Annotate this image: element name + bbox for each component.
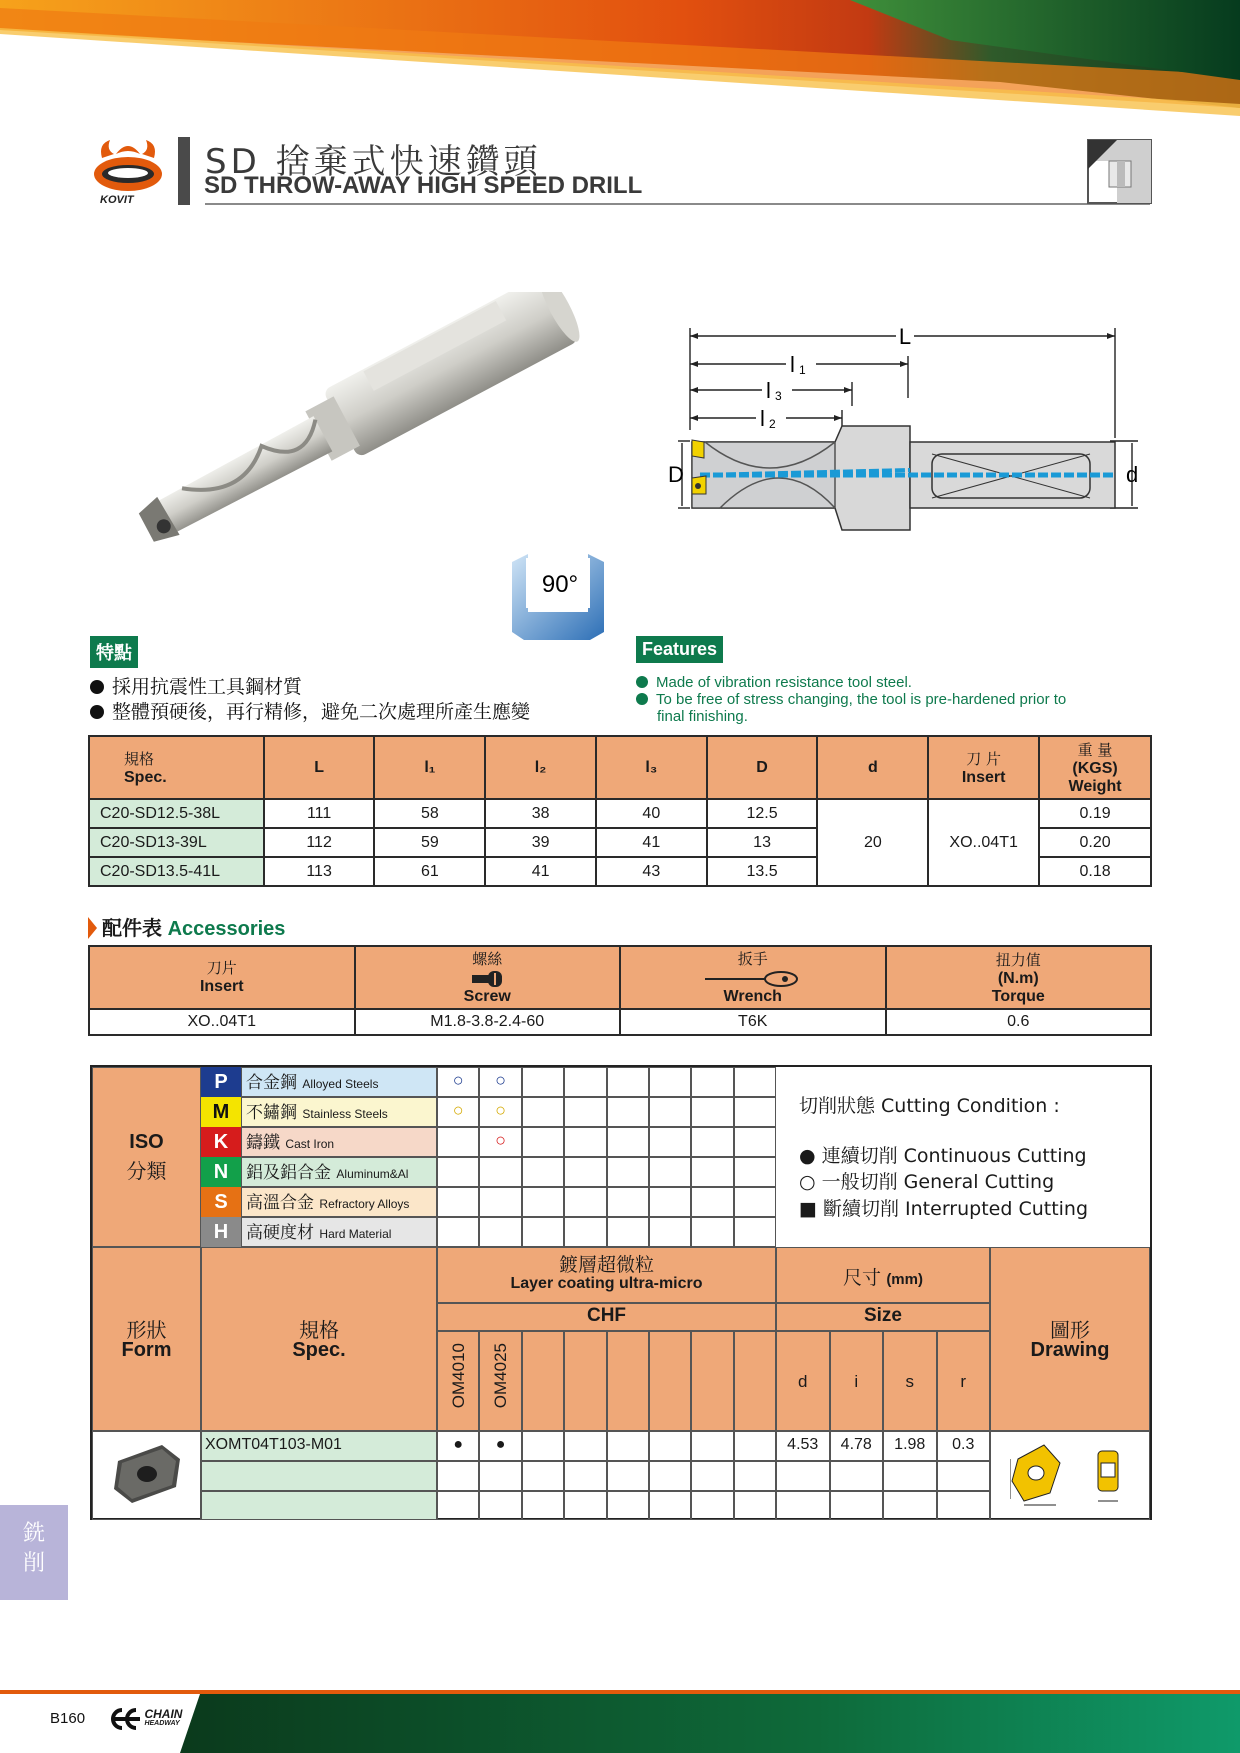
mark-cell — [564, 1127, 606, 1157]
grade-mark-cell — [607, 1431, 649, 1461]
grade-header-cell — [691, 1331, 733, 1431]
size-value-cell — [830, 1461, 884, 1491]
spec-header-zh: 規格 — [299, 1318, 339, 1342]
size-header-label — [776, 1263, 990, 1290]
grade-mark-cell — [691, 1461, 733, 1491]
grade-label: OM4025 — [491, 1343, 511, 1409]
suitability-mark: ○ — [452, 1100, 464, 1120]
diagram-label-l2: l — [760, 406, 765, 431]
iso-letter-p: P — [201, 1067, 241, 1097]
accessories-title-zh: 配件表 — [102, 916, 162, 940]
grade-mark-cell — [522, 1431, 564, 1461]
iso-label-en: ISO — [129, 1131, 164, 1153]
dimension-diagram — [660, 318, 1150, 538]
acc-header-insert: 刀片 Insert — [89, 946, 355, 1009]
mark-cell — [649, 1157, 691, 1187]
grade-header-cell — [564, 1331, 606, 1431]
drawing-header-zh: 圖形 — [1050, 1318, 1090, 1342]
grade-mark-cell — [691, 1491, 733, 1520]
coating-header-en: Layer coating ultra-micro — [510, 1275, 703, 1292]
mark-cell — [607, 1157, 649, 1187]
grade-mark-cell — [649, 1431, 691, 1461]
cell-D: 13 — [707, 828, 818, 857]
page-title-en: SD THROW-AWAY HIGH SPEED DRILL — [204, 172, 643, 199]
iso-material-name — [241, 1187, 437, 1217]
grade-mark-cell — [479, 1461, 521, 1491]
size-value-cell — [776, 1461, 830, 1491]
cell-weight: 0.18 — [1039, 857, 1151, 886]
bullet-dot — [90, 705, 104, 719]
mark-cell — [691, 1157, 733, 1187]
grade-mark: ● — [453, 1436, 464, 1453]
mark-cell — [564, 1097, 606, 1127]
spec-header-l2: l₂ — [485, 736, 596, 799]
mark-cell — [479, 1157, 521, 1187]
condition-general: ○ 一般切削 General Cutting — [799, 1171, 1055, 1193]
cell-d-shared: 20 — [817, 799, 928, 886]
mark-cell — [734, 1157, 776, 1187]
grade-mark: ● — [495, 1436, 506, 1453]
header-bar — [178, 137, 190, 205]
accessories-title — [88, 912, 285, 941]
mark-cell — [607, 1217, 649, 1247]
mark-cell — [522, 1157, 564, 1187]
grade-spec-value: XOMT04T103-M01 — [205, 1436, 342, 1453]
mark-cell — [437, 1187, 479, 1217]
mark-cell — [691, 1187, 733, 1217]
grade-mark-cell — [649, 1491, 691, 1520]
size-value-cell — [937, 1491, 991, 1520]
diagram-label-L: L — [898, 324, 912, 349]
grade-mark-cell — [607, 1461, 649, 1491]
grade-mark-cell — [734, 1491, 776, 1520]
size-value-cell — [937, 1461, 991, 1491]
chain-word: CHAIN — [144, 1707, 183, 1721]
spec-header-weight: 重 量 (KGS) Weight — [1039, 736, 1151, 799]
diagram-label-l3-sub: 3 — [775, 389, 782, 403]
size-header-en: Size — [863, 1305, 903, 1326]
cell-l2: 39 — [485, 828, 596, 857]
spec-header-L: L — [264, 736, 375, 799]
iso-material-name — [241, 1067, 437, 1097]
material-zh: 高溫合金 — [246, 1193, 314, 1213]
cell-L: 111 — [264, 799, 375, 828]
size-col-label: i — [854, 1372, 859, 1391]
grade-mark-cell — [437, 1461, 479, 1491]
diagram-label-l2-sub: 2 — [769, 417, 776, 431]
feature-zh-2-text: 整體預硬後，再行精修，避免二次處理所產生應變 — [112, 701, 531, 723]
size-col-label: s — [905, 1372, 914, 1391]
cell-weight: 0.19 — [1039, 799, 1151, 828]
mark-cell — [437, 1157, 479, 1187]
iso-label-zh: 分類 — [126, 1159, 167, 1183]
iso-material-name — [241, 1157, 437, 1187]
cell-D: 13.5 — [707, 857, 818, 886]
table-row — [89, 799, 1151, 828]
size-value-d: 4.53 — [787, 1436, 819, 1453]
mark-cell — [564, 1157, 606, 1187]
material-en: Alloyed Steels — [302, 1077, 379, 1091]
diagram-label-d: d — [1126, 462, 1139, 487]
material-zh: 鑄鐵 — [246, 1133, 280, 1153]
size-value-s: 1.98 — [894, 1436, 926, 1453]
spec-header-en: Spec. — [292, 1339, 346, 1361]
grade-mark-cell — [564, 1431, 606, 1461]
wrench-icon — [703, 970, 803, 988]
mark-cell — [607, 1067, 649, 1097]
grade-mark-cell — [649, 1461, 691, 1491]
size-col-label: d — [798, 1372, 808, 1391]
material-zh: 鋁及鋁合金 — [246, 1163, 331, 1183]
acc-header-wrench: 扳手 Wrench — [620, 946, 886, 1009]
acc-header-torque: 扭力值 (N.m) Torque — [886, 946, 1151, 1009]
cell-D: 12.5 — [707, 799, 818, 828]
suitability-mark: ○ — [495, 1070, 507, 1090]
grade-header-cell — [734, 1331, 776, 1431]
side-category-tab — [0, 1505, 68, 1600]
chain-headway-mark — [106, 1708, 140, 1730]
iso-material-name — [241, 1097, 437, 1127]
mark-cell — [734, 1067, 776, 1097]
form-header-zh: 形狀 — [126, 1318, 167, 1342]
insert-photo — [110, 1443, 184, 1505]
grade-spec-cell — [201, 1491, 437, 1520]
cutting-condition-title: 切削狀態 Cutting Condition : — [799, 1095, 1060, 1117]
features-en-badge: Features — [636, 636, 723, 663]
cell-l3: 41 — [596, 828, 707, 857]
material-zh: 不鏽鋼 — [246, 1103, 297, 1123]
form-header-en: Form — [121, 1339, 172, 1361]
acc-cell-screw: M1.8-3.8-2.4-60 — [355, 1009, 620, 1035]
iso-letter-k: K — [201, 1127, 241, 1157]
feature-zh-1-text: 採用抗震性工具鋼材質 — [112, 676, 303, 698]
insert-drawing — [1010, 1439, 1134, 1511]
category-icon — [1087, 139, 1152, 204]
mark-cell — [691, 1127, 733, 1157]
feature-en-2-text: To be free of stress changing, the tool is pre-hardened prior to — [656, 691, 1067, 708]
mark-cell — [649, 1217, 691, 1247]
acc-cell-torque: 0.6 — [886, 1009, 1151, 1035]
mark-cell — [522, 1097, 564, 1127]
spec-header-D: D — [707, 736, 818, 799]
mark-cell — [522, 1187, 564, 1217]
iso-letter-s: S — [201, 1187, 241, 1217]
size-value-i: 4.78 — [840, 1436, 872, 1453]
size-value-cell — [883, 1461, 937, 1491]
mark-cell — [607, 1187, 649, 1217]
drawing-header-en: Drawing — [1030, 1339, 1110, 1361]
grade-mark-cell — [437, 1491, 479, 1520]
cell-l2: 38 — [485, 799, 596, 828]
grade-spec-cell — [201, 1461, 437, 1491]
feature-en-1-text: Made of vibration resistance tool steel. — [656, 674, 912, 691]
mark-cell — [437, 1217, 479, 1247]
material-en: Hard Material — [319, 1227, 392, 1241]
suitability-mark: ○ — [452, 1070, 464, 1090]
mark-cell — [649, 1187, 691, 1217]
arrow-icon — [88, 917, 97, 939]
condition-interrupted: ■ 斷續切削 Interrupted Cutting — [799, 1198, 1089, 1220]
side-tab-line2: 削 — [22, 1551, 45, 1576]
grade-header-cell — [522, 1331, 564, 1431]
bullet-dot — [90, 680, 104, 694]
mark-cell — [522, 1217, 564, 1247]
header-underline — [205, 203, 1150, 205]
material-en: Cast Iron — [285, 1137, 335, 1151]
mark-cell — [691, 1067, 733, 1097]
feature-en-1 — [636, 674, 912, 691]
feature-en-2 — [636, 691, 1066, 708]
mark-cell — [649, 1067, 691, 1097]
mark-cell — [734, 1187, 776, 1217]
acc-cell-insert: XO..04T1 — [89, 1009, 355, 1035]
condition-continuous: ● 連續切削 Continuous Cutting — [799, 1145, 1087, 1167]
iso-letter-n: N — [201, 1157, 241, 1187]
screw-icon — [470, 970, 504, 988]
coating-header-zh: 鍍層超微粒 — [558, 1254, 654, 1276]
mark-cell — [479, 1217, 521, 1247]
mark-cell — [649, 1127, 691, 1157]
grade-header-cell — [607, 1331, 649, 1431]
material-en: Aluminum&Al — [336, 1167, 409, 1181]
spec-header-d: d — [817, 736, 928, 799]
cell-l1: 61 — [374, 857, 485, 886]
accessories-title-en: Accessories — [167, 918, 286, 940]
size-header-zh: 尺寸 — [843, 1267, 882, 1289]
chf-header-text: CHF — [586, 1305, 627, 1326]
spec-table-header — [89, 736, 1151, 799]
size-value-cell — [776, 1491, 830, 1520]
feature-en-3: final finishing. — [657, 708, 748, 725]
suitability-mark: ○ — [495, 1130, 507, 1150]
iso-letter-h: H — [201, 1217, 241, 1247]
iso-letter-m: M — [201, 1097, 241, 1127]
spec-header-l3: l₃ — [596, 736, 707, 799]
diagram-label-l3: l — [766, 378, 771, 403]
grade-mark-cell — [734, 1461, 776, 1491]
grade-label: OM4010 — [449, 1343, 468, 1409]
grade-mark-cell — [734, 1431, 776, 1461]
iso-grade-block — [90, 1065, 1152, 1520]
table-row — [89, 1009, 1151, 1035]
cell-l2: 41 — [485, 857, 596, 886]
spec-header-l1: l₁ — [374, 736, 485, 799]
mark-cell — [734, 1217, 776, 1247]
acc-cell-wrench: T6K — [620, 1009, 886, 1035]
grade-mark-cell — [691, 1431, 733, 1461]
mark-cell — [564, 1187, 606, 1217]
footer-band — [0, 1690, 1240, 1753]
cell-insert-shared: XO..04T1 — [928, 799, 1039, 886]
mark-cell — [691, 1097, 733, 1127]
mark-cell — [564, 1067, 606, 1097]
diagram-label-D: D — [668, 462, 684, 487]
mark-cell — [437, 1127, 479, 1157]
bullet-dot — [636, 676, 648, 688]
page-title-zh: SD 捨棄式快速鑽頭 — [205, 142, 542, 182]
mark-cell — [649, 1097, 691, 1127]
grade-mark-cell — [607, 1491, 649, 1520]
mark-cell — [734, 1097, 776, 1127]
cell-L: 113 — [264, 857, 375, 886]
cell-l3: 43 — [596, 857, 707, 886]
headway-word: HEADWAY — [144, 1720, 180, 1727]
mark-cell — [479, 1187, 521, 1217]
side-tab-line1: 銑 — [22, 1521, 45, 1546]
grade-mark-cell — [564, 1461, 606, 1491]
top-band — [0, 0, 1240, 120]
mark-cell — [522, 1067, 564, 1097]
acc-header-screw: 螺絲 Screw — [355, 946, 620, 1009]
angle-badge — [510, 552, 606, 642]
grade-mark-cell — [479, 1491, 521, 1520]
diagram-label-l1: l — [790, 352, 795, 377]
spec-table — [88, 735, 1152, 887]
cell-weight: 0.20 — [1039, 828, 1151, 857]
size-value-cell — [830, 1491, 884, 1520]
mark-cell — [734, 1127, 776, 1157]
features-zh-badge: 特點 — [90, 636, 138, 668]
material-en: Stainless Steels — [302, 1107, 388, 1121]
size-value-r: 0.3 — [952, 1436, 975, 1453]
spec-cell: C20-SD13-39L — [89, 828, 264, 857]
grade-mark-cell — [522, 1491, 564, 1520]
drill-photo — [108, 292, 593, 542]
kovit-logo — [92, 136, 164, 194]
chain-headway-logo — [106, 1708, 182, 1730]
mark-cell — [564, 1217, 606, 1247]
accessories-table — [88, 945, 1152, 1036]
feature-zh-2 — [90, 697, 530, 724]
cell-L: 112 — [264, 828, 375, 857]
accessories-header — [89, 946, 1151, 1009]
iso-material-name — [241, 1127, 437, 1157]
size-col-label: r — [960, 1372, 967, 1391]
cell-l1: 59 — [374, 828, 485, 857]
bullet-dot — [636, 693, 648, 705]
spec-header-cell: 規格 Spec. — [89, 736, 264, 799]
feature-zh-1 — [90, 672, 302, 699]
iso-material-name — [241, 1217, 437, 1247]
cell-l1: 58 — [374, 799, 485, 828]
diagram-label-l1-sub: 1 — [799, 363, 806, 377]
page-number: B160 — [50, 1710, 86, 1727]
size-value-cell — [883, 1491, 937, 1520]
size-header-unit: (mm) — [886, 1271, 923, 1288]
angle-badge-text: 90° — [541, 571, 579, 598]
grade-mark-cell — [564, 1491, 606, 1520]
grade-mark-cell — [522, 1461, 564, 1491]
kovit-wordmark: KOVIT — [100, 194, 134, 206]
material-en: Refractory Alloys — [319, 1197, 410, 1211]
cell-l3: 40 — [596, 799, 707, 828]
material-zh: 高硬度材 — [246, 1223, 314, 1243]
suitability-mark: ○ — [495, 1100, 507, 1120]
mark-cell — [691, 1217, 733, 1247]
mark-cell — [607, 1097, 649, 1127]
mark-cell — [607, 1127, 649, 1157]
material-zh: 合金鋼 — [246, 1073, 297, 1093]
spec-cell: C20-SD12.5-38L — [89, 799, 264, 828]
grade-header-cell — [649, 1331, 691, 1431]
spec-cell: C20-SD13.5-41L — [89, 857, 264, 886]
mark-cell — [522, 1127, 564, 1157]
spec-header-insert: 刀 片 Insert — [928, 736, 1039, 799]
